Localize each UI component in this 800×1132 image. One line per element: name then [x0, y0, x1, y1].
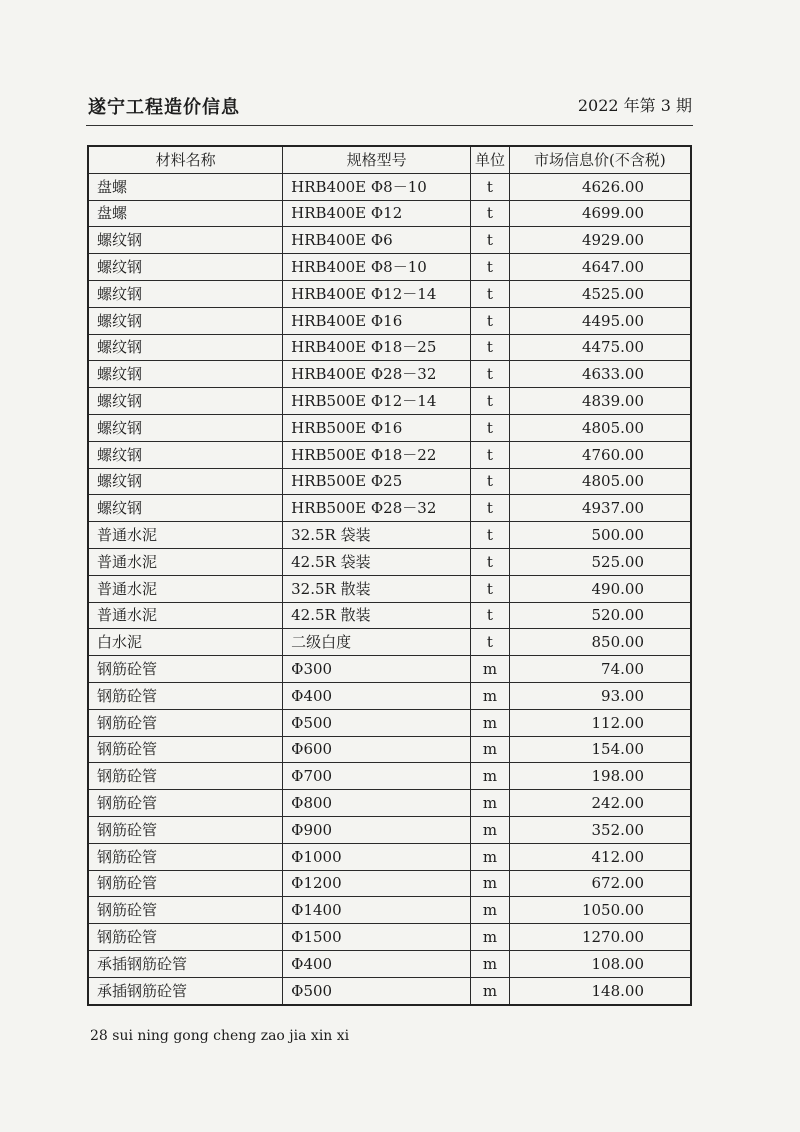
cell-unit: t	[471, 361, 510, 388]
cell-spec: 32.5R 散装	[283, 575, 471, 602]
cell-material-name: 白水泥	[88, 629, 283, 656]
publication-title: 遂宁工程造价信息	[88, 97, 240, 118]
cell-material-name: 普通水泥	[88, 602, 283, 629]
table-row	[88, 629, 691, 656]
cell-material-name: 钢筋砼管	[88, 763, 283, 790]
cell-unit: m	[471, 790, 510, 817]
cell-price: 4647.00	[509, 254, 691, 281]
table-row	[88, 414, 691, 441]
cell-price: 1270.00	[509, 924, 691, 951]
table-row	[88, 307, 691, 334]
column-header-price: 市场信息价(不含税)	[509, 146, 691, 173]
price-table	[87, 145, 692, 1006]
cell-spec: HRB400E Φ16	[283, 307, 471, 334]
cell-unit: m	[471, 897, 510, 924]
table-row	[88, 656, 691, 683]
cell-spec: Φ1400	[283, 897, 471, 924]
cell-unit: m	[471, 950, 510, 977]
cell-unit: m	[471, 763, 510, 790]
cell-price: 525.00	[509, 548, 691, 575]
cell-unit: t	[471, 575, 510, 602]
table-row	[88, 522, 691, 549]
cell-price: 4699.00	[509, 200, 691, 227]
cell-spec: HRB400E Φ8－10	[283, 254, 471, 281]
table-row	[88, 200, 691, 227]
cell-material-name: 承插钢筋砼管	[88, 950, 283, 977]
table-row	[88, 709, 691, 736]
cell-spec: Φ600	[283, 736, 471, 763]
header-divider	[86, 125, 693, 126]
table-header-row	[88, 146, 691, 173]
cell-spec: 二级白度	[283, 629, 471, 656]
cell-spec: HRB500E Φ12－14	[283, 388, 471, 415]
cell-material-name: 承插钢筋砼管	[88, 977, 283, 1004]
cell-price: 412.00	[509, 843, 691, 870]
cell-unit: m	[471, 816, 510, 843]
cell-price: 4626.00	[509, 173, 691, 200]
cell-price: 4475.00	[509, 334, 691, 361]
table-row	[88, 254, 691, 281]
table-row	[88, 924, 691, 951]
table-row	[88, 575, 691, 602]
table-row	[88, 870, 691, 897]
cell-material-name: 钢筋砼管	[88, 709, 283, 736]
cell-material-name: 螺纹钢	[88, 441, 283, 468]
cell-material-name: 钢筋砼管	[88, 736, 283, 763]
cell-price: 490.00	[509, 575, 691, 602]
cell-unit: t	[471, 254, 510, 281]
cell-price: 672.00	[509, 870, 691, 897]
cell-unit: t	[471, 388, 510, 415]
cell-spec: HRB500E Φ18－22	[283, 441, 471, 468]
cell-material-name: 螺纹钢	[88, 280, 283, 307]
column-header-name: 材料名称	[88, 146, 283, 173]
table-row	[88, 548, 691, 575]
cell-price: 4937.00	[509, 495, 691, 522]
cell-price: 1050.00	[509, 897, 691, 924]
cell-price: 112.00	[509, 709, 691, 736]
column-header-unit: 单位	[471, 146, 510, 173]
column-header-spec: 规格型号	[283, 146, 471, 173]
cell-unit: t	[471, 522, 510, 549]
cell-spec: Φ800	[283, 790, 471, 817]
cell-material-name: 钢筋砼管	[88, 656, 283, 683]
cell-spec: 42.5R 散装	[283, 602, 471, 629]
cell-spec: Φ400	[283, 682, 471, 709]
cell-unit: m	[471, 977, 510, 1004]
cell-unit: t	[471, 441, 510, 468]
cell-material-name: 钢筋砼管	[88, 790, 283, 817]
table-row	[88, 334, 691, 361]
table-row	[88, 361, 691, 388]
table-row	[88, 736, 691, 763]
cell-material-name: 螺纹钢	[88, 388, 283, 415]
page-footer: 28 sui ning gong cheng zao jia xin xi	[90, 1028, 350, 1044]
cell-material-name: 普通水泥	[88, 548, 283, 575]
cell-spec: 42.5R 袋装	[283, 548, 471, 575]
cell-spec: 32.5R 袋装	[283, 522, 471, 549]
cell-spec: HRB500E Φ25	[283, 468, 471, 495]
cell-price: 4525.00	[509, 280, 691, 307]
cell-unit: t	[471, 227, 510, 254]
cell-unit: t	[471, 173, 510, 200]
cell-price: 108.00	[509, 950, 691, 977]
cell-unit: m	[471, 924, 510, 951]
table-row	[88, 816, 691, 843]
cell-spec: Φ900	[283, 816, 471, 843]
cell-unit: t	[471, 200, 510, 227]
cell-price: 93.00	[509, 682, 691, 709]
table-row	[88, 843, 691, 870]
cell-unit: t	[471, 629, 510, 656]
cell-price: 4495.00	[509, 307, 691, 334]
cell-spec: Φ500	[283, 977, 471, 1004]
table-row	[88, 280, 691, 307]
cell-price: 74.00	[509, 656, 691, 683]
cell-price: 4839.00	[509, 388, 691, 415]
table-row	[88, 897, 691, 924]
table-row	[88, 441, 691, 468]
cell-material-name: 螺纹钢	[88, 254, 283, 281]
cell-unit: m	[471, 682, 510, 709]
cell-material-name: 盘螺	[88, 173, 283, 200]
table-row	[88, 227, 691, 254]
cell-unit: m	[471, 656, 510, 683]
cell-material-name: 钢筋砼管	[88, 816, 283, 843]
cell-unit: t	[471, 468, 510, 495]
cell-material-name: 螺纹钢	[88, 334, 283, 361]
cell-unit: m	[471, 709, 510, 736]
cell-price: 4929.00	[509, 227, 691, 254]
cell-spec: HRB400E Φ28－32	[283, 361, 471, 388]
cell-unit: t	[471, 307, 510, 334]
cell-spec: HRB500E Φ16	[283, 414, 471, 441]
table-row	[88, 173, 691, 200]
cell-material-name: 螺纹钢	[88, 227, 283, 254]
cell-spec: Φ400	[283, 950, 471, 977]
cell-material-name: 普通水泥	[88, 522, 283, 549]
table-row	[88, 602, 691, 629]
table-row	[88, 977, 691, 1004]
cell-material-name: 普通水泥	[88, 575, 283, 602]
cell-spec: Φ300	[283, 656, 471, 683]
cell-unit: m	[471, 736, 510, 763]
cell-spec: Φ500	[283, 709, 471, 736]
cell-material-name: 盘螺	[88, 200, 283, 227]
cell-spec: HRB400E Φ18－25	[283, 334, 471, 361]
cell-spec: HRB500E Φ28－32	[283, 495, 471, 522]
cell-material-name: 钢筋砼管	[88, 897, 283, 924]
cell-unit: t	[471, 280, 510, 307]
cell-material-name: 螺纹钢	[88, 468, 283, 495]
cell-material-name: 钢筋砼管	[88, 682, 283, 709]
cell-material-name: 螺纹钢	[88, 361, 283, 388]
table-row	[88, 790, 691, 817]
cell-spec: Φ1500	[283, 924, 471, 951]
cell-price: 500.00	[509, 522, 691, 549]
cell-unit: t	[471, 548, 510, 575]
issue-label: 2022 年第 3 期	[577, 96, 692, 115]
cell-price: 154.00	[509, 736, 691, 763]
cell-unit: m	[471, 843, 510, 870]
cell-material-name: 钢筋砼管	[88, 870, 283, 897]
cell-price: 4805.00	[509, 468, 691, 495]
cell-unit: m	[471, 870, 510, 897]
cell-spec: HRB400E Φ12	[283, 200, 471, 227]
table-row	[88, 495, 691, 522]
table-row	[88, 388, 691, 415]
cell-material-name: 钢筋砼管	[88, 924, 283, 951]
cell-spec: Φ1000	[283, 843, 471, 870]
cell-price: 520.00	[509, 602, 691, 629]
cell-price: 850.00	[509, 629, 691, 656]
cell-material-name: 螺纹钢	[88, 495, 283, 522]
cell-material-name: 螺纹钢	[88, 414, 283, 441]
cell-material-name: 螺纹钢	[88, 307, 283, 334]
table-body	[88, 173, 691, 1004]
cell-price: 198.00	[509, 763, 691, 790]
cell-unit: t	[471, 602, 510, 629]
cell-price: 242.00	[509, 790, 691, 817]
cell-unit: t	[471, 414, 510, 441]
cell-spec: HRB400E Φ12－14	[283, 280, 471, 307]
cell-spec: HRB400E Φ6	[283, 227, 471, 254]
cell-price: 4805.00	[509, 414, 691, 441]
cell-price: 148.00	[509, 977, 691, 1004]
cell-spec: HRB400E Φ8－10	[283, 173, 471, 200]
table-row	[88, 682, 691, 709]
cell-price: 352.00	[509, 816, 691, 843]
cell-unit: t	[471, 495, 510, 522]
table-row	[88, 950, 691, 977]
table-row	[88, 468, 691, 495]
cell-price: 4760.00	[509, 441, 691, 468]
cell-material-name: 钢筋砼管	[88, 843, 283, 870]
table-row	[88, 763, 691, 790]
cell-price: 4633.00	[509, 361, 691, 388]
cell-unit: t	[471, 334, 510, 361]
cell-spec: Φ1200	[283, 870, 471, 897]
cell-spec: Φ700	[283, 763, 471, 790]
